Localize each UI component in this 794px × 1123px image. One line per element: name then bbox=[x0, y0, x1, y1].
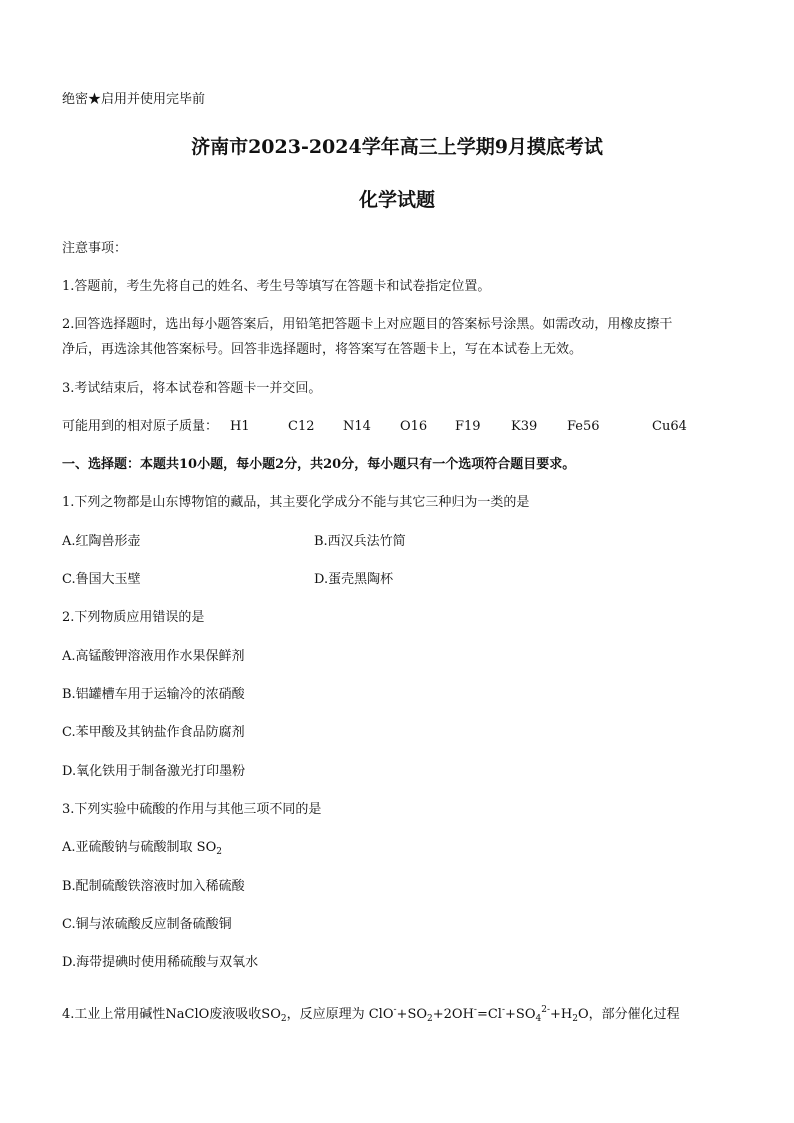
question-1-option-c: C.鲁国大玉壁 bbox=[62, 572, 141, 587]
subscript: 2 bbox=[280, 1014, 287, 1024]
q4-text: ，反应原理为 ClO bbox=[286, 1007, 394, 1022]
question-3-option-a-text: A.亚硫酸钠与硫酸制取 bbox=[62, 840, 193, 855]
question-2-option-a: A.高锰酸钾溶液用作水果保鲜剂 bbox=[62, 649, 245, 664]
atomic-mass-fe: Fe56 bbox=[567, 419, 600, 434]
question-3-option-a bbox=[62, 840, 222, 860]
superscript: - bbox=[473, 1005, 477, 1015]
atomic-mass-c: C12 bbox=[288, 419, 315, 434]
question-2-option-c: C.苯甲酸及其钠盐作食品防腐剂 bbox=[62, 725, 245, 740]
question-4-stem bbox=[62, 1002, 680, 1027]
notice-item-3: 3.考试结束后，将本试卷和答题卡一并交回。 bbox=[62, 381, 322, 396]
atomic-mass-f: F19 bbox=[455, 419, 481, 434]
superscript: - bbox=[393, 1005, 397, 1015]
atomic-mass-label: 可能用到的相对原子质量： bbox=[62, 419, 219, 434]
q4-text: +H bbox=[550, 1007, 573, 1022]
question-3-option-a-formula: SO bbox=[196, 840, 217, 855]
section-1-title: 一、选择题：本题共10小题，每小题2分，共20分，每小题只有一个选项符合题目要求。 bbox=[62, 457, 576, 472]
question-3-option-c: C.铜与浓硫酸反应制备硫酸铜 bbox=[62, 917, 232, 932]
subject-title: 化学试题 bbox=[358, 189, 435, 211]
q4-text: +2OH bbox=[432, 1007, 474, 1022]
atomic-mass-n: N14 bbox=[343, 419, 371, 434]
q4-text: +SO bbox=[505, 1007, 536, 1022]
superscript: - bbox=[501, 1005, 506, 1015]
subscript: 2 bbox=[572, 1014, 578, 1024]
question-2-option-b: B.铝罐槽车用于运输冷的浓硝酸 bbox=[62, 687, 245, 702]
question-3-stem: 3.下列实验中硫酸的作用与其他三项不同的是 bbox=[62, 802, 322, 817]
question-2-option-d: D.氧化铁用于制备激光打印墨粉 bbox=[62, 764, 246, 779]
question-3-option-d: D.海带提碘时使用稀硫酸与双氧水 bbox=[62, 955, 259, 970]
question-1-option-b: B.西汉兵法竹简 bbox=[314, 534, 406, 549]
exam-title: 济南市2023-2024学年高三上学期9月摸底考试 bbox=[191, 136, 603, 158]
secret-label: 绝密★启用并使用完毕前 bbox=[62, 92, 206, 107]
question-3-option-b: B.配制硫酸铁溶液时加入稀硫酸 bbox=[62, 879, 245, 894]
q4-text: O，部分催化过程 bbox=[577, 1007, 680, 1022]
question-1-option-d: D.蛋壳黑陶杯 bbox=[314, 572, 394, 587]
question-1-option-a: A.红陶兽形壶 bbox=[62, 534, 141, 549]
subscript: 4 bbox=[535, 1014, 542, 1024]
atomic-mass-cu: Cu64 bbox=[652, 419, 687, 434]
q4-text: =Cl bbox=[476, 1007, 502, 1022]
q4-text: +SO bbox=[396, 1007, 428, 1022]
atomic-mass-k: K39 bbox=[511, 419, 538, 434]
atomic-mass-o: O16 bbox=[400, 419, 428, 434]
atomic-mass-h: H1 bbox=[230, 419, 250, 434]
subscript: 2 bbox=[216, 847, 222, 857]
notice-item-2-line-2: 净后，再选涂其他答案标号。回答非选择题时，将答案写在答题卡上，写在本试卷上无效。 bbox=[62, 342, 583, 357]
notice-item-1: 1.答题前，考生先将自己的姓名、考生号等填写在答题卡和试卷指定位置。 bbox=[62, 279, 491, 294]
question-2-stem: 2.下列物质应用错误的是 bbox=[62, 610, 205, 625]
q4-text: 4.工业上常用碱性NaClO废液吸收SO bbox=[62, 1007, 281, 1022]
notice-item-2-line-1: 2.回答选择题时，选出每小题答案后，用铅笔把答题卡上对应题目的答案标号涂黑。如需改动，用橡皮擦干 bbox=[62, 317, 673, 332]
question-1-stem: 1.下列之物都是山东博物馆的藏品，其主要化学成分不能与其它三种归为一类的是 bbox=[62, 495, 530, 510]
notice-heading: 注意事项： bbox=[62, 241, 128, 256]
superscript: 2- bbox=[541, 1005, 550, 1015]
subscript: 2 bbox=[427, 1014, 433, 1024]
